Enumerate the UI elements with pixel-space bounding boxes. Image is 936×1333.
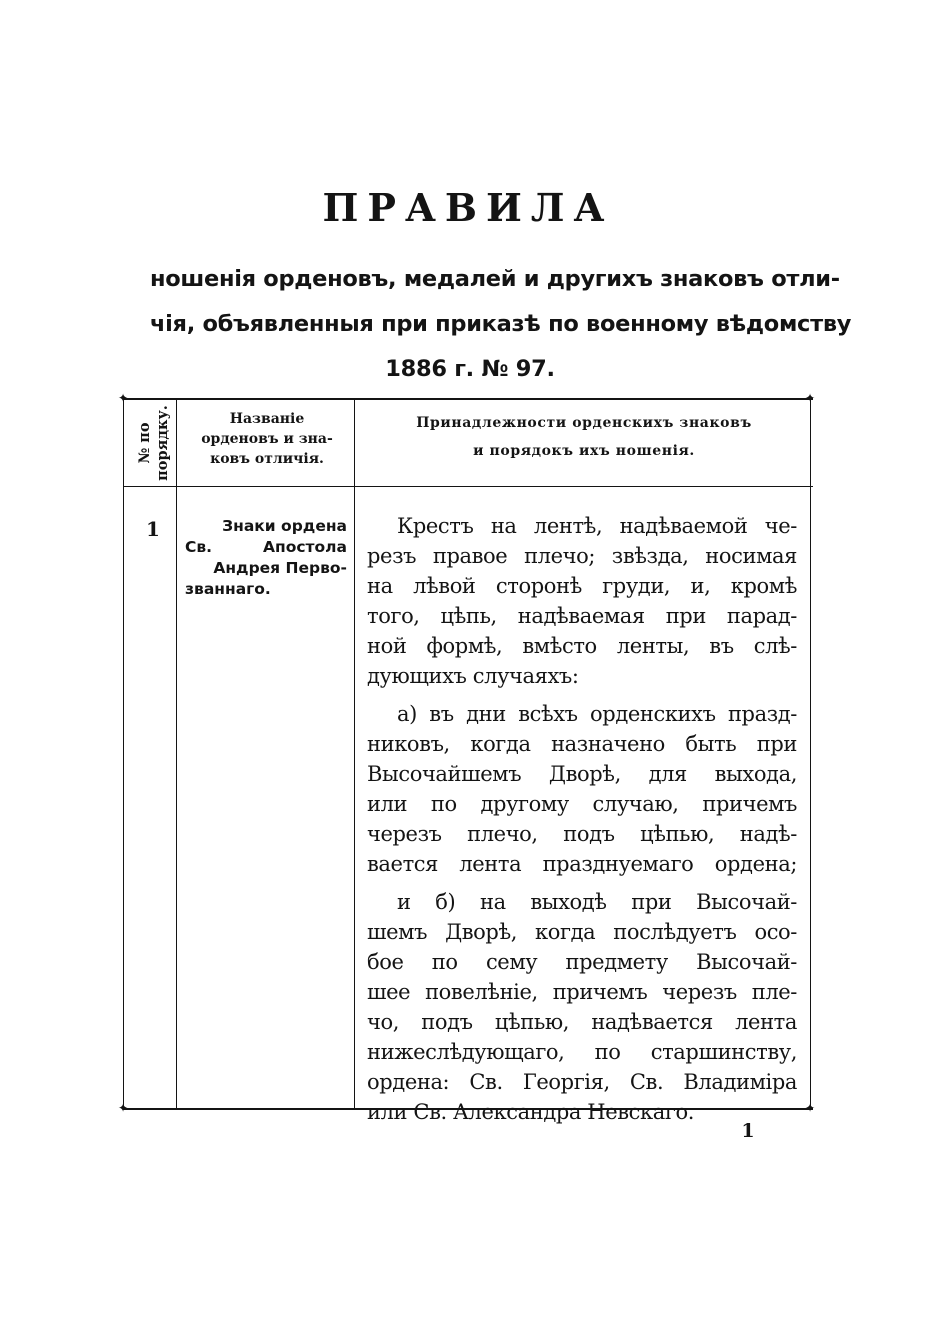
description-line: нижеслѣдующаго, по старшинству, — [367, 1040, 797, 1064]
header-name-column — [178, 409, 356, 469]
description-line: того, цѣпь, надѣваемая при парад- — [367, 604, 797, 628]
description-line: Высочайшемъ Дворѣ, для выхода, — [367, 762, 797, 786]
table-left-rule — [123, 398, 124, 1110]
subtitle-line-1: ношенія орденовъ, медалей и другихъ знаковъ отли- — [150, 266, 840, 292]
description-paragraph-2 — [367, 699, 797, 879]
description-line: или Св. Александра Невскаго. — [367, 1100, 694, 1124]
table-col-rule-2 — [354, 398, 355, 1110]
description-line: вается лента празднуемаго ордена; — [367, 852, 797, 876]
corner-ornament-icon: ✦ — [117, 391, 129, 405]
row-number: 1 — [146, 517, 160, 541]
header-description-column — [356, 409, 812, 465]
description-line: резъ правое плечо; звѣзда, носимая — [367, 544, 797, 568]
table-top-rule — [123, 398, 813, 400]
header-number-line-1: № по — [136, 422, 153, 464]
table-header-rule — [123, 486, 813, 487]
description-line: шее повелѣніе, причемъ черезъ пле- — [367, 980, 797, 1004]
page-title: ПРАВИЛА — [322, 185, 614, 230]
table-right-rule — [810, 398, 811, 1110]
header-number-column — [128, 402, 178, 484]
row-description — [367, 511, 797, 1135]
description-line: или по другому случаю, причемъ — [367, 792, 797, 816]
description-line: ордена: Св. Георгія, Св. Владиміра — [367, 1070, 797, 1094]
page-subtitle — [150, 257, 852, 392]
row-order-name — [185, 516, 347, 600]
order-name-line: званнаго. — [185, 580, 271, 598]
description-line: бое по сему предмету Высочай- — [367, 950, 797, 974]
description-line: Крестъ на лентѣ, надѣваемой че- — [397, 514, 797, 538]
order-name-line: Св. Апостола — [185, 538, 347, 556]
header-number-line-2: порядку. — [154, 405, 171, 481]
page-number: 1 — [741, 1120, 755, 1142]
description-line: черезъ плечо, подъ цѣпью, надѣ- — [367, 822, 797, 846]
description-line: а) въ дни всѣхъ орденскихъ празд- — [397, 702, 797, 726]
description-line: на лѣвой сторонѣ груди, и, кромѣ — [367, 574, 797, 598]
header-name-line-2: орденовъ и зна- — [201, 431, 333, 447]
description-paragraph-1 — [367, 511, 797, 691]
description-line: чо, подъ цѣпью, надѣвается лента — [367, 1010, 797, 1034]
corner-ornament-icon: ✦ — [804, 1101, 816, 1115]
table-col-rule-1 — [176, 398, 177, 1110]
order-name-line: Андрея Перво- — [213, 559, 347, 577]
order-name-line: Знаки ордена — [222, 517, 347, 535]
header-desc-line-2: и порядокъ ихъ ношенія. — [473, 443, 695, 459]
description-line: ной формѣ, вмѣсто ленты, въ слѣ- — [367, 634, 797, 658]
subtitle-line-2: чія, объявленныя при приказѣ по военному вѣдомству — [150, 311, 852, 337]
description-line: шемъ Дворѣ, когда послѣдуетъ осо- — [367, 920, 797, 944]
corner-ornament-icon: ✦ — [804, 391, 816, 405]
header-name-line-3: ковъ отличія. — [210, 451, 324, 467]
corner-ornament-icon: ✦ — [117, 1101, 129, 1115]
header-name-line-1: Названіе — [229, 411, 305, 427]
description-line: дующихъ случаяхъ: — [367, 664, 579, 688]
description-paragraph-3 — [367, 887, 797, 1127]
header-desc-line-1: Принадлежности орденскихъ знаковъ — [416, 415, 752, 431]
subtitle-line-3: 1886 г. № 97. — [385, 356, 555, 382]
description-line: никовъ, когда назначено быть при — [367, 732, 797, 756]
description-line: и б) на выходѣ при Высочай- — [397, 890, 797, 914]
